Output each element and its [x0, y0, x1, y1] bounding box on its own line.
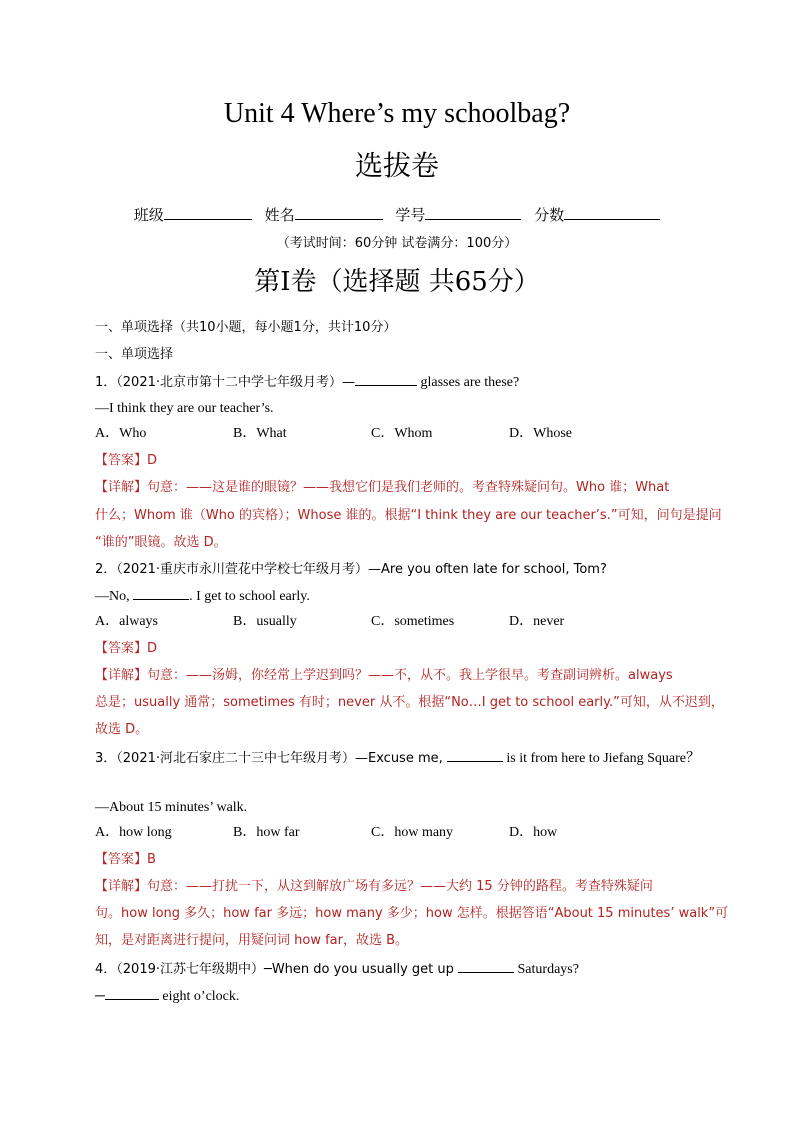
detail-tag: 【详解】	[95, 668, 148, 683]
document-subtitle: 选拔卷	[354, 149, 439, 182]
student-info-row	[0, 204, 794, 226]
answer-tag: 【答案】	[95, 641, 148, 656]
question-2-detail-text-1: 句意：——汤姆，你经常上学迟到吗？——不，从不。我上学很早。考查副词辨析。always	[147, 668, 673, 683]
question-4-stem-after: Saturdays?	[514, 962, 579, 977]
question-3-answer-value: B	[147, 852, 156, 867]
question-1-stem	[95, 372, 705, 393]
number-label: 学号	[395, 206, 426, 224]
question-2-detail-line-3: 故选 D。	[95, 722, 149, 737]
number-field	[395, 204, 521, 226]
question-2-option-c[interactable]: C．sometimes	[371, 614, 455, 629]
part-heading: 一、单项选择（共10小题，每小题1分，共计10分）	[95, 320, 397, 335]
question-1-answer-value: D	[147, 453, 158, 468]
question-2-option-d[interactable]: D．never	[509, 614, 565, 629]
part-subheading: 一、单项选择	[95, 347, 174, 362]
question-1-option-b[interactable]: B．What	[233, 426, 287, 441]
question-3-detail-line-2: 句。how long 多久；how far 多远；how many 多少；how 怎样。根据答语“About 15 minutes’ walk”可	[95, 906, 729, 921]
question-2-detail-line-2: 总是；usually 通常；sometimes 有时；never 从不。根据“No…I get to school early.”可知，从不迟到，	[95, 695, 724, 710]
question-1-stem-text: 1．（2021·北京市第十二中学七年级月考）—	[95, 375, 355, 390]
question-1-detail-text-1: 句意：——这是谁的眼镜？——我想它们是我们老师的。考查特殊疑问句。Who 谁；What	[147, 480, 670, 495]
question-4-blank[interactable]	[458, 959, 514, 973]
name-field	[265, 204, 383, 226]
score-field	[534, 204, 660, 226]
question-2-option-b[interactable]: B．usually	[233, 614, 297, 629]
document-title: Unit 4 Where’s my schoolbag?	[223, 98, 571, 129]
question-1-blank[interactable]	[355, 372, 417, 386]
question-2-answer	[95, 639, 705, 659]
detail-tag: 【详解】	[95, 879, 148, 894]
question-1-reply: —I think they are our teacher’s.	[95, 401, 274, 416]
question-4-stem-text: 4．（2019·江苏七年级期中）─When do you usually get up	[95, 962, 459, 977]
question-1-detail-line-1	[95, 478, 705, 498]
question-3-option-d[interactable]: D．how	[509, 825, 558, 840]
question-3-stem-after: is it from here to Jiefang Square？	[502, 751, 701, 766]
exam-time: （考试时间：60分钟 试卷满分：100分）	[276, 236, 518, 251]
question-2-reply	[95, 586, 705, 607]
question-3-stem	[95, 748, 705, 769]
question-3-detail-text-1: 句意：——打扰一下，从这到解放广场有多远？——大约 15 分钟的路程。考查特殊疑问	[147, 879, 653, 894]
name-label: 姓名	[264, 206, 295, 224]
question-1-detail-line-2: 什么；Whom 谁（Who 的宾格）；Whose 谁的。根据“I think they are our teacher’s.”可知，问句是提问	[95, 508, 722, 523]
question-3-detail-line-3: 知，是对距离进行提问，用疑问词 how far，故选 B。	[95, 933, 409, 948]
class-blank[interactable]	[164, 204, 252, 220]
question-1-answer	[95, 451, 705, 471]
question-1-option-d[interactable]: D．Whose	[509, 426, 572, 441]
answer-tag: 【答案】	[95, 453, 148, 468]
question-1-option-a[interactable]: A．Who	[95, 426, 147, 441]
question-3-blank[interactable]	[447, 748, 503, 762]
question-1-detail-line-3: “谁的”眼镜。故选 D。	[95, 535, 227, 550]
answer-tag: 【答案】	[95, 852, 148, 867]
question-3-answer	[95, 850, 705, 870]
name-blank[interactable]	[295, 204, 383, 220]
question-3-option-b[interactable]: B．how far	[233, 825, 300, 840]
question-3-stem-text: 3．（2021·河北石家庄二十三中七年级月考）—Excuse me,	[95, 751, 447, 766]
question-2-reply-after: . I get to school early.	[189, 589, 310, 604]
question-3-reply: —About 15 minutes’ walk.	[95, 800, 248, 815]
question-2-answer-value: D	[147, 641, 158, 656]
question-4-reply-blank[interactable]	[105, 986, 159, 1000]
number-blank[interactable]	[425, 204, 521, 220]
question-3-option-c[interactable]: C．how many	[371, 825, 454, 840]
question-4-stem	[95, 959, 705, 980]
question-4-reply-before: ─	[95, 989, 105, 1004]
question-2-detail-line-1	[95, 666, 705, 686]
question-2-reply-before: —No,	[95, 589, 134, 604]
question-4-reply-after: eight o’clock.	[158, 989, 240, 1004]
question-2-stem: 2．（2021·重庆市永川萱花中学校七年级月考）—Are you often late for school, Tom?	[95, 562, 607, 577]
section-title: 第Ⅰ卷（选择题 共65分）	[254, 267, 540, 297]
score-blank[interactable]	[564, 204, 660, 220]
question-1-stem-after: glasses are these?	[417, 375, 520, 390]
class-field	[134, 204, 252, 226]
question-2-blank[interactable]	[133, 586, 189, 600]
question-3-option-a[interactable]: A．how long	[95, 825, 172, 840]
question-3-detail-line-1	[95, 877, 705, 897]
score-label: 分数	[534, 206, 565, 224]
detail-tag: 【详解】	[95, 480, 148, 495]
question-2-option-a[interactable]: A．always	[95, 614, 158, 629]
question-1-option-c[interactable]: C．Whom	[371, 426, 433, 441]
question-4-reply	[95, 986, 705, 1007]
class-label: 班级	[133, 206, 164, 224]
